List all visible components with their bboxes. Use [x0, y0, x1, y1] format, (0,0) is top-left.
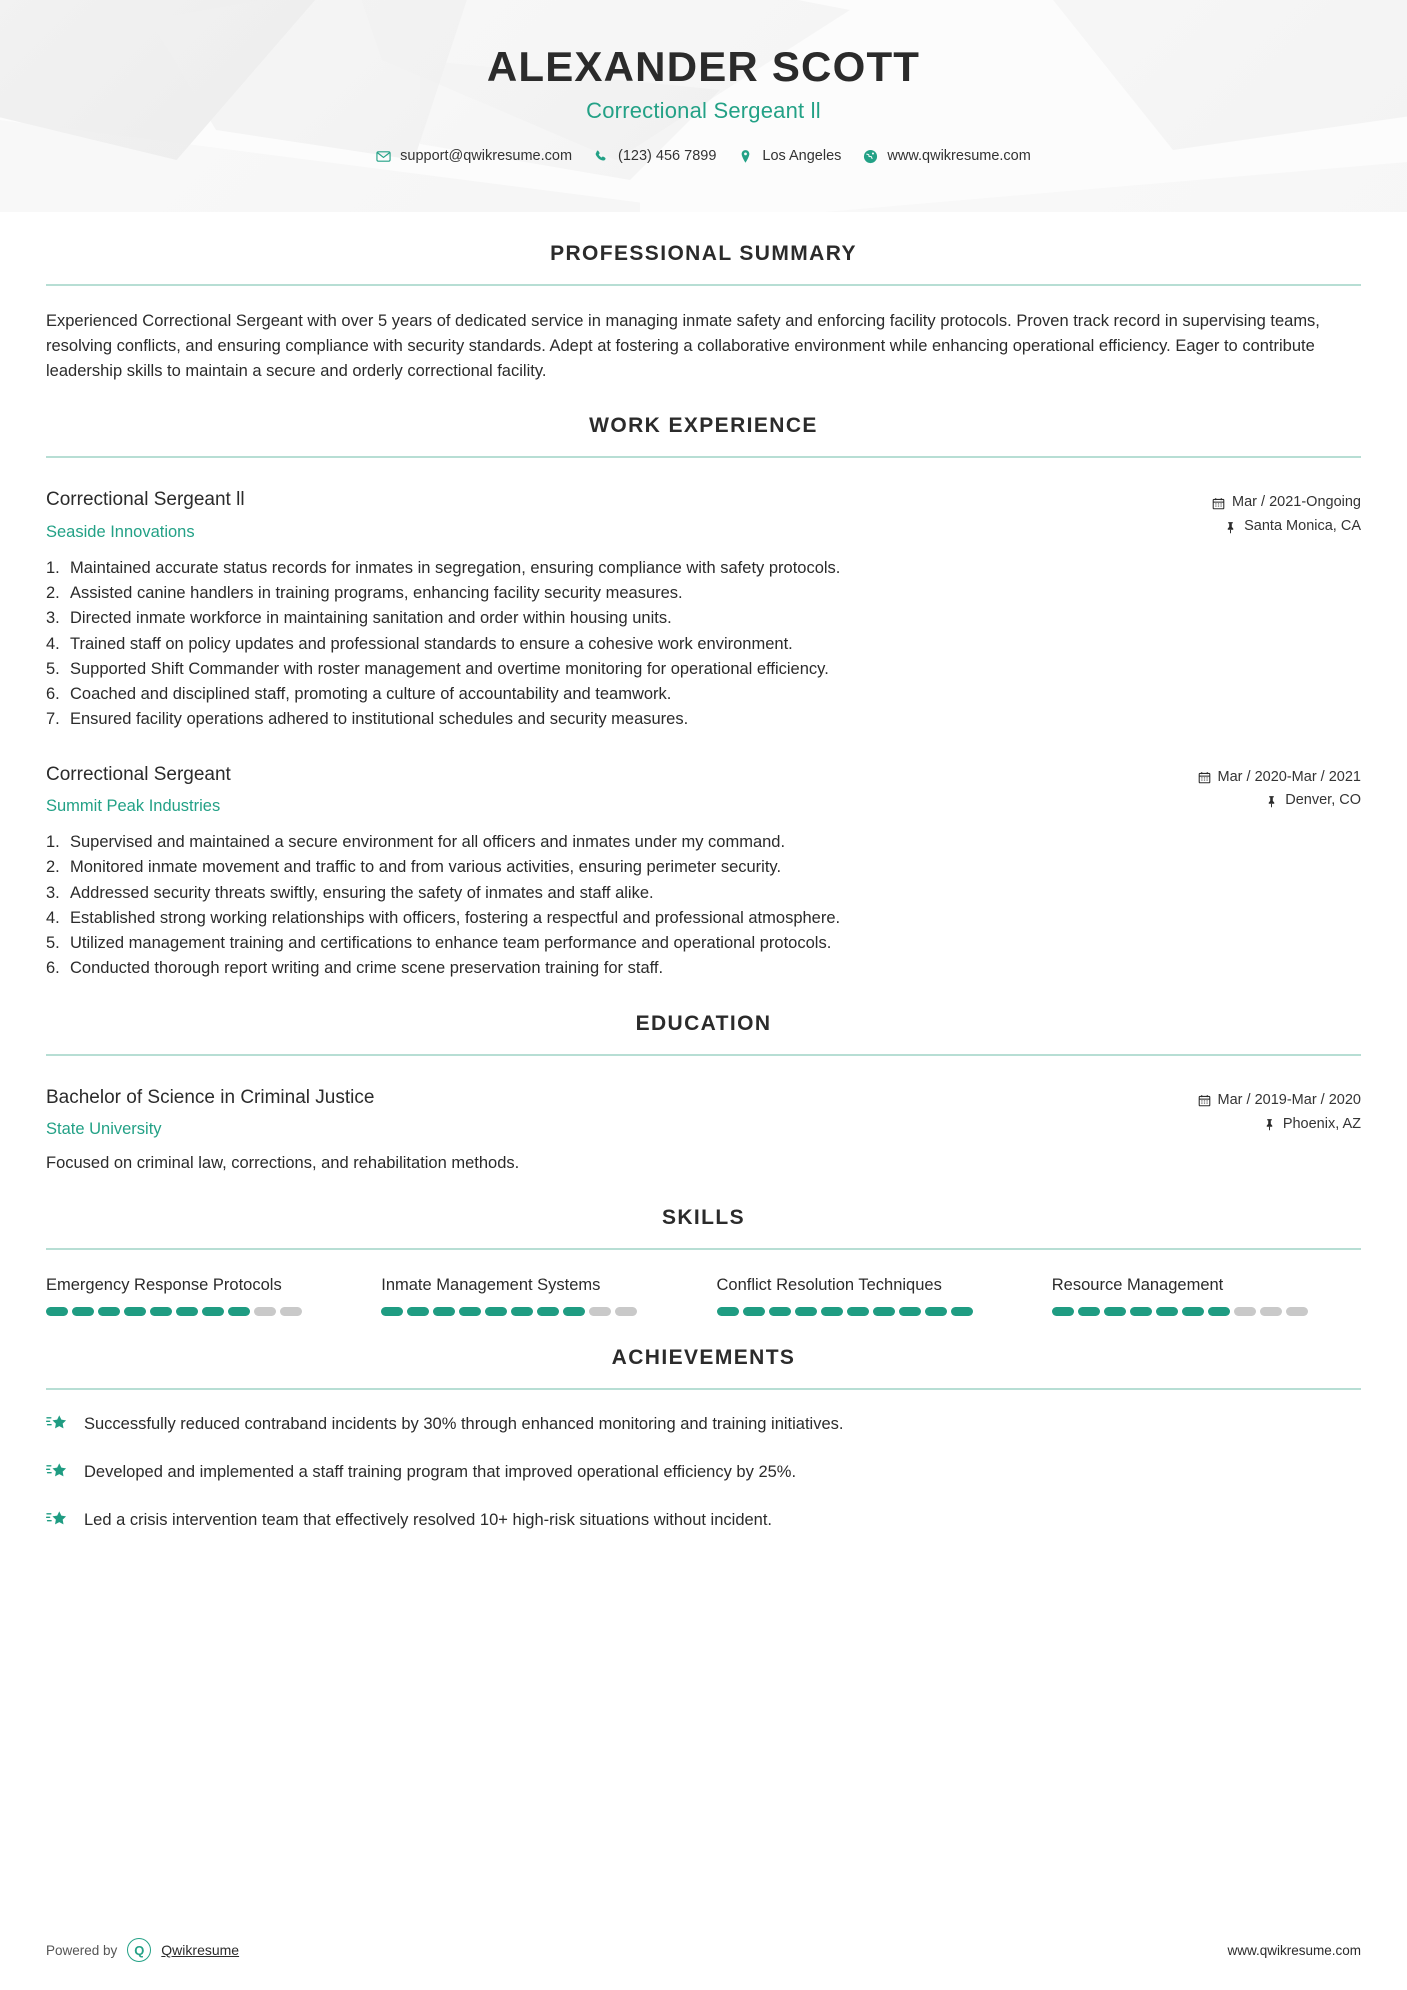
- candidate-job-title: Correctional Sergeant ll: [586, 98, 821, 124]
- bullet-number: 4.: [46, 908, 60, 927]
- skill-level-segment: [951, 1307, 973, 1316]
- qwikresume-brand-link[interactable]: Qwikresume: [161, 1942, 240, 1958]
- work-date-text: Mar / 2021-Ongoing: [1232, 494, 1361, 511]
- bullet-text: Supported Shift Commander with roster management and overtime monitoring for operational efficiency.: [70, 659, 829, 678]
- skill-level-segment: [1182, 1307, 1204, 1316]
- footer-website[interactable]: www.qwikresume.com: [1227, 1942, 1361, 1958]
- candidate-name: ALEXANDER SCOTT: [486, 43, 921, 90]
- work-date: [1198, 766, 1361, 790]
- work-location: [1212, 515, 1361, 539]
- education-date-text: Mar / 2019-Mar / 2020: [1217, 1091, 1361, 1108]
- bullet-number: 3.: [46, 883, 60, 902]
- bullet-text: Trained staff on policy updates and professional standards to ensure a cohesive work environment.: [70, 634, 793, 653]
- work-bullet: [46, 682, 1361, 707]
- skill-level-segment: [1104, 1307, 1126, 1316]
- skill-label: Emergency Response Protocols: [46, 1276, 282, 1295]
- skill-level-segment: [98, 1307, 120, 1316]
- resume-header: [0, 0, 1407, 212]
- skill-level-segment: [563, 1307, 585, 1316]
- contact-phone[interactable]: [594, 148, 716, 164]
- skill-level-bar: [717, 1307, 1026, 1316]
- section-title-skills: SKILLS: [661, 1206, 746, 1230]
- work-date: [1212, 491, 1361, 515]
- achievements-list: [46, 1412, 1361, 1532]
- contact-location-text: Los Angeles: [762, 148, 842, 165]
- skill-level-segment: [1260, 1307, 1282, 1316]
- skill-level-segment: [1234, 1307, 1256, 1316]
- bullet-text: Established strong working relationships with officers, fostering a respectful and professional atmosphere.: [70, 908, 841, 927]
- skill-level-segment: [1286, 1307, 1308, 1316]
- section-title-education: EDUCATION: [635, 1011, 772, 1035]
- education-location-text: Phoenix, AZ: [1282, 1115, 1361, 1132]
- skill-level-segment: [433, 1307, 455, 1316]
- pushpin-icon: [1265, 794, 1278, 808]
- skill-level-segment: [769, 1307, 791, 1316]
- work-bullet: [46, 931, 1361, 956]
- skill-level-segment: [124, 1307, 146, 1316]
- map-pin-icon: [738, 149, 753, 164]
- contact-location: [738, 148, 841, 164]
- skill-level-segment: [1078, 1307, 1100, 1316]
- skills-grid: [46, 1274, 1361, 1316]
- skill-level-segment: [176, 1307, 198, 1316]
- achievement-item: [46, 1412, 1361, 1437]
- skill-item: [46, 1274, 355, 1316]
- education-description: Focused on criminal law, corrections, and rehabilitation methods.: [46, 1154, 520, 1173]
- skill-level-segment: [1208, 1307, 1230, 1316]
- section-divider: [46, 456, 1361, 458]
- skill-level-segment: [254, 1307, 276, 1316]
- work-bullet: [46, 855, 1361, 880]
- work-bullet: [46, 556, 1361, 581]
- skill-label: Conflict Resolution Techniques: [716, 1276, 942, 1295]
- bullet-text: Maintained accurate status records for inmates in segregation, ensuring compliance with safety protocols.: [70, 558, 841, 577]
- contact-email[interactable]: [376, 148, 572, 164]
- work-entry: [46, 763, 1361, 982]
- contact-phone-text: (123) 456 7899: [618, 148, 717, 165]
- bullet-text: Ensured facility operations adhered to institutional schedules and security measures.: [70, 710, 689, 729]
- bullet-text: Directed inmate workforce in maintaining sanitation and order within housing units.: [70, 609, 672, 628]
- pushpin-icon: [1263, 1118, 1276, 1132]
- skill-level-segment: [743, 1307, 765, 1316]
- section-divider: [46, 284, 1361, 286]
- skill-level-segment: [615, 1307, 637, 1316]
- education-school: State University: [46, 1120, 162, 1139]
- work-bullet: [46, 830, 1361, 855]
- skill-level-segment: [537, 1307, 559, 1316]
- skill-level-segment: [847, 1307, 869, 1316]
- pushpin-icon: [1224, 520, 1237, 534]
- bullet-number: 1.: [46, 558, 60, 577]
- qwikresume-logo-icon: Q: [127, 1938, 151, 1962]
- achievement-text: Successfully reduced contraband incidents by 30% through enhanced monitoring and training initiatives.: [84, 1415, 844, 1434]
- skill-level-segment: [511, 1307, 533, 1316]
- skill-level-segment: [228, 1307, 250, 1316]
- skill-label: Inmate Management Systems: [381, 1276, 601, 1295]
- skill-level-segment: [925, 1307, 947, 1316]
- skill-item: [717, 1274, 1026, 1316]
- skill-level-segment: [717, 1307, 739, 1316]
- skill-level-segment: [150, 1307, 172, 1316]
- skill-level-segment: [202, 1307, 224, 1316]
- calendar-icon: [1212, 496, 1225, 510]
- skill-item: [1052, 1274, 1361, 1316]
- work-organization: Summit Peak Industries: [46, 797, 221, 816]
- bullet-text: Utilized management training and certifications to enhance team performance and operational protocols.: [70, 934, 832, 953]
- skill-level-segment: [72, 1307, 94, 1316]
- calendar-icon: [1198, 1094, 1211, 1108]
- work-location-text: Denver, CO: [1285, 792, 1361, 809]
- education-degree: Bachelor of Science in Criminal Justice: [46, 1086, 375, 1108]
- achievement-text: Led a crisis intervention team that effectively resolved 10+ high-risk situations without incident.: [84, 1510, 773, 1529]
- bullet-text: Conducted thorough report writing and crime scene preservation training for staff.: [70, 959, 664, 978]
- section-divider: [46, 1388, 1361, 1390]
- bullet-number: 5.: [46, 934, 60, 953]
- skill-level-segment: [1130, 1307, 1152, 1316]
- shooting-star-icon: [46, 1414, 68, 1434]
- envelope-icon: [376, 149, 391, 164]
- skill-level-segment: [381, 1307, 403, 1316]
- shooting-star-icon: [46, 1510, 68, 1530]
- phone-icon: [594, 149, 609, 164]
- work-bullet: [46, 956, 1361, 981]
- work-organization: Seaside Innovations: [46, 522, 195, 541]
- contact-row: [0, 148, 1407, 164]
- skill-level-segment: [821, 1307, 843, 1316]
- contact-website[interactable]: [863, 148, 1030, 164]
- section-title-summary: PROFESSIONAL SUMMARY: [550, 242, 857, 265]
- work-bullet: [46, 881, 1361, 906]
- skill-level-bar: [46, 1307, 355, 1316]
- bullet-number: 1.: [46, 833, 60, 852]
- bullet-number: 3.: [46, 609, 60, 628]
- skill-level-bar: [1052, 1307, 1361, 1316]
- work-role: Correctional Sergeant: [46, 763, 231, 785]
- work-bullet: [46, 906, 1361, 931]
- achievement-item: [46, 1508, 1361, 1533]
- work-bullet: [46, 581, 1361, 606]
- skill-level-segment: [407, 1307, 429, 1316]
- skill-level-segment: [485, 1307, 507, 1316]
- work-entry: [46, 488, 1361, 732]
- section-divider: [46, 1248, 1361, 1250]
- globe-icon: [863, 149, 878, 164]
- skill-level-segment: [795, 1307, 817, 1316]
- education-location: [1198, 1113, 1361, 1137]
- achievement-item: [46, 1460, 1361, 1485]
- bullet-number: 2.: [46, 858, 60, 877]
- skill-level-segment: [1052, 1307, 1074, 1316]
- page-footer: [46, 1938, 1361, 1962]
- powered-by-label: Powered by: [46, 1942, 118, 1958]
- bullet-text: Monitored inmate movement and traffic to and from various activities, ensuring perimeter security.: [70, 858, 782, 877]
- skill-level-segment: [1156, 1307, 1178, 1316]
- work-bullet-list: [46, 556, 1361, 733]
- skill-level-segment: [899, 1307, 921, 1316]
- skill-level-segment: [873, 1307, 895, 1316]
- shooting-star-icon: [46, 1462, 68, 1482]
- summary-text: Experienced Correctional Sergeant with over 5 years of dedicated service in managing inmate safety and enforcing facility protocols. Proven track record in supervising teams, resolving conflicts, and ensuring compliance with security standards. Adept at fostering a collaborative environment while enhancing operational efficiency. Eager to contribute leadership skills to maintain a secure and orderly correctional facility.: [46, 312, 1320, 381]
- bullet-text: Supervised and maintained a secure environment for all officers and inmates under my command.: [70, 833, 786, 852]
- bullet-number: 7.: [46, 710, 60, 729]
- skill-level-bar: [381, 1307, 690, 1316]
- work-role: Correctional Sergeant ll: [46, 489, 245, 511]
- bullet-text: Addressed security threats swiftly, ensuring the safety of inmates and staff alike.: [70, 883, 654, 902]
- work-bullet: [46, 707, 1361, 732]
- education-entry: [46, 1086, 1361, 1176]
- bullet-text: Assisted canine handlers in training programs, enhancing facility security measures.: [70, 584, 683, 603]
- section-divider: [46, 1054, 1361, 1056]
- work-bullet: [46, 632, 1361, 657]
- calendar-icon: [1198, 771, 1211, 785]
- achievement-text: Developed and implemented a staff training program that improved operational efficiency by 25%.: [84, 1462, 797, 1481]
- section-title-work-experience: WORK EXPERIENCE: [589, 414, 818, 438]
- bullet-number: 6.: [46, 959, 60, 978]
- skill-level-segment: [589, 1307, 611, 1316]
- contact-email-text: support@qwikresume.com: [400, 148, 573, 165]
- skill-label: Resource Management: [1051, 1276, 1224, 1295]
- skill-level-segment: [459, 1307, 481, 1316]
- bullet-number: 2.: [46, 584, 60, 603]
- work-bullet-list: [46, 830, 1361, 981]
- bullet-text: Coached and disciplined staff, promoting a culture of accountability and teamwork.: [70, 685, 672, 704]
- work-bullet: [46, 657, 1361, 682]
- skill-level-segment: [46, 1307, 68, 1316]
- contact-website-text: www.qwikresume.com: [887, 148, 1031, 165]
- bullet-number: 6.: [46, 685, 60, 704]
- skill-level-segment: [280, 1307, 302, 1316]
- bullet-number: 4.: [46, 634, 60, 653]
- work-bullet: [46, 606, 1361, 631]
- work-date-text: Mar / 2020-Mar / 2021: [1217, 768, 1361, 785]
- section-title-achievements: ACHIEVEMENTS: [611, 1346, 796, 1370]
- education-date: [1198, 1089, 1361, 1113]
- bullet-number: 5.: [46, 659, 60, 678]
- skill-item: [381, 1274, 690, 1316]
- work-location-text: Santa Monica, CA: [1244, 518, 1361, 535]
- work-location: [1198, 789, 1361, 813]
